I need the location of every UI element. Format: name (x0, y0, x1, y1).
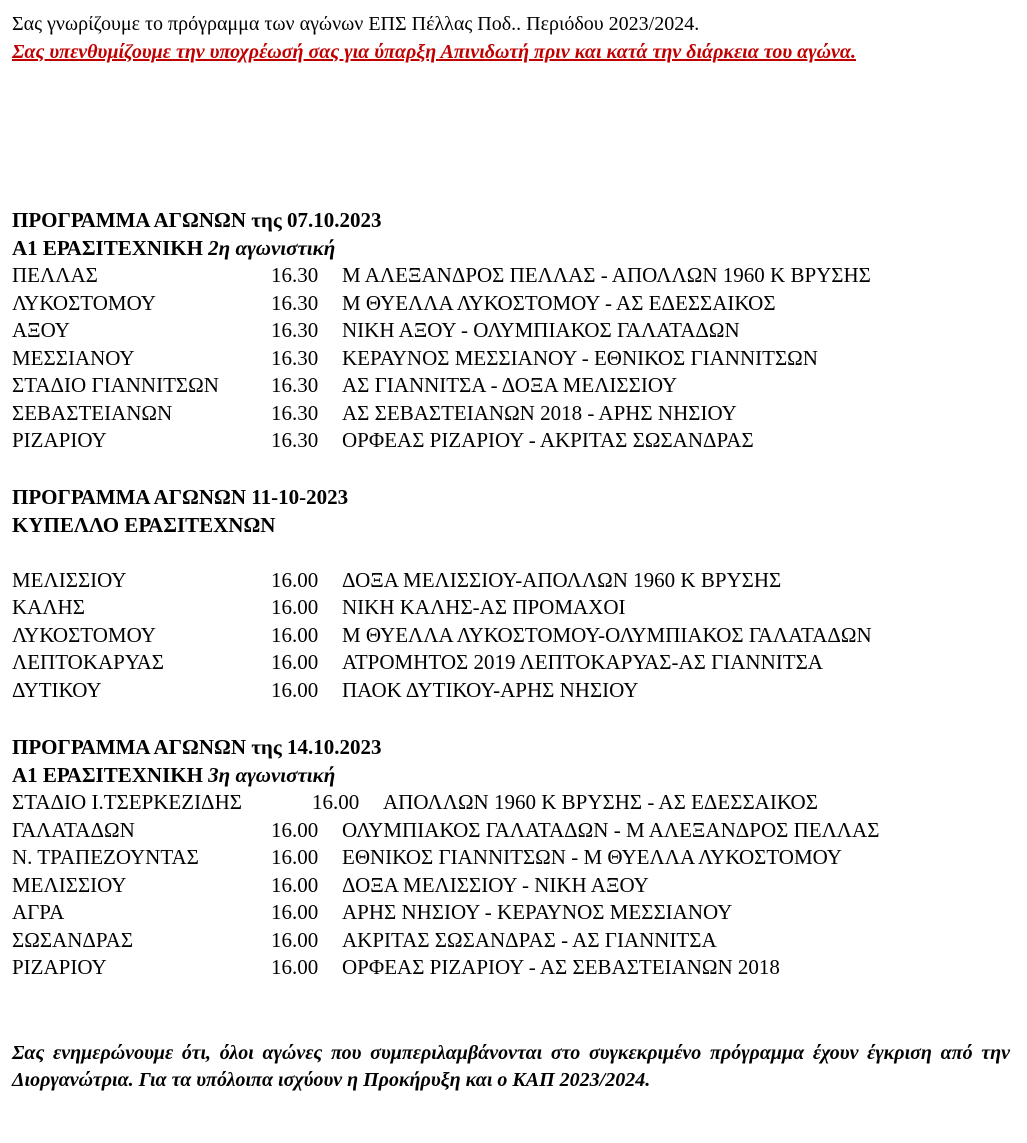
match-time: 16.30 (271, 400, 319, 425)
match-time: 16.30 (271, 318, 319, 342)
match-row (12, 372, 1017, 400)
match-teams: ΕΘΝΙΚΟΣ ΓΙΑΝΝΙΤΣΩΝ - Μ ΘΥΕΛΛΑ ΛΥΚΟΣΤΟΜΟΥ (342, 845, 842, 869)
match-teams: ΟΡΦΕΑΣ ΡΙΖΑΡΙΟΥ - ΑΚΡΙΤΑΣ ΣΩΣΑΝΔΡΑΣ (342, 428, 754, 452)
match-time: 16.00 (271, 845, 319, 869)
match-teams: ΝΙΚΗ ΑΞΟΥ - ΟΛΥΜΠΙΑΚΟΣ ΓΑΛΑΤΑΔΩΝ (342, 318, 740, 342)
match-time: 16.00 (271, 900, 319, 924)
match-venue: ΑΞΟΥ (12, 318, 70, 342)
match-venue: ΜΕΛΙΣΣΙΟΥ (12, 567, 127, 592)
section-title: ΠΡΟΓΡΑΜΜΑ ΑΓΩΝΩΝ 11-10-2023 (12, 485, 349, 509)
match-teams: ΑΚΡΙΤΑΣ ΣΩΣΑΝΔΡΑΣ - ΑΣ ΓΙΑΝΝΙΤΣΑ (342, 927, 717, 952)
match-teams: ΟΛΥΜΠΙΑΚΟΣ ΓΑΛΑΤΑΔΩΝ - Μ ΑΛΕΞΑΝΔΡΟΣ ΠΕΛΛΑΣ (342, 817, 880, 842)
match-venue: ΡΙΖΑΡΙΟΥ (12, 428, 107, 452)
match-teams: ΑΡΗΣ ΝΗΣΙΟΥ - ΚΕΡΑΥΝΟΣ ΜΕΣΣΙΑΝΟΥ (342, 900, 733, 924)
match-venue: ΣΩΣΑΝΔΡΑΣ (12, 927, 134, 952)
match-row (12, 817, 1017, 845)
intro-block (12, 10, 1012, 66)
match-teams: ΚΕΡΑΥΝΟΣ ΜΕΣΣΙΑΝΟΥ - ΕΘΝΙΚΟΣ ΓΙΑΝΝΙΤΣΩΝ (342, 345, 818, 370)
section-title: ΠΡΟΓΡΑΜΜΑ ΑΓΩΝΩΝ της 14.10.2023 (12, 735, 382, 759)
match-venue: ΣΕΒΑΣΤΕΙΑΝΩΝ (12, 400, 173, 425)
schedule-section-1 (12, 207, 1017, 455)
section-competition: Α1 ΕΡΑΣΙΤΕΧΝΙΚΗ 3η αγωνιστική (12, 762, 336, 787)
match-time: 16.30 (271, 373, 319, 397)
match-row (12, 844, 1017, 872)
section-competition: Α1 ΕΡΑΣΙΤΕΧΝΙΚΗ 2η αγωνιστική (12, 235, 336, 260)
match-teams: Μ ΘΥΕΛΛΑ ΛΥΚΟΣΤΟΜΟΥ-ΟΛΥΜΠΙΑΚΟΣ ΓΑΛΑΤΑΔΩΝ (342, 622, 872, 647)
match-venue: ΛΥΚΟΣΤΟΜΟΥ (12, 290, 156, 315)
match-time: 16.30 (271, 345, 319, 370)
match-venue: ΛΥΚΟΣΤΟΜΟΥ (12, 622, 156, 647)
match-teams: ΟΡΦΕΑΣ ΡΙΖΑΡΙΟΥ - ΑΣ ΣΕΒΑΣΤΕΙΑΝΩΝ 2018 (342, 955, 780, 979)
match-venue: ΓΑΛΑΤΑΔΩΝ (12, 817, 135, 842)
match-teams: ΑΠΟΛΛΩΝ 1960 Κ ΒΡΥΣΗΣ - ΑΣ ΕΔΕΣΣΑΙΚΟΣ (383, 790, 818, 814)
match-teams: ΑΣ ΓΙΑΝΝΙΤΣΑ - ΔΟΞΑ ΜΕΛΙΣΣΙΟΥ (342, 373, 678, 397)
match-row (12, 262, 1017, 290)
match-row (12, 899, 1017, 927)
defibrillator-warning: Σας υπενθυμίζουμε την υποχρέωσή σας για ύπαρξη Απινιδωτή πριν και κατά την διάρκεια του αγώνα. (12, 41, 856, 63)
match-row (12, 622, 1017, 650)
schedule-section-3 (12, 734, 1017, 982)
match-row (12, 954, 1017, 982)
match-venue: ΛΕΠΤΟΚΑΡΥΑΣ (12, 650, 164, 674)
match-teams: ΑΤΡΟΜΗΤΟΣ 2019 ΛΕΠΤΟΚΑΡΥΑΣ-ΑΣ ΓΙΑΝΝΙΤΣΑ (342, 650, 823, 674)
match-row (12, 677, 1017, 705)
match-teams: ΠΑΟΚ ΔΥΤΙΚΟΥ-ΑΡΗΣ ΝΗΣΙΟΥ (342, 677, 639, 702)
match-venue: ΣΤΑΔΙΟ ΓΙΑΝΝΙΤΣΩΝ (12, 373, 219, 397)
match-row (12, 872, 1017, 900)
match-row (12, 427, 1017, 455)
match-row (12, 317, 1017, 345)
match-venue: ΜΕΣΣΙΑΝΟΥ (12, 345, 135, 370)
match-teams: ΔΟΞΑ ΜΕΛΙΣΣΙΟΥ - ΝΙΚΗ ΑΞΟΥ (342, 872, 649, 897)
match-venue: ΚΑΛΗΣ (12, 595, 85, 619)
match-venue: ΡΙΖΑΡΙΟΥ (12, 955, 107, 979)
match-time: 16.00 (271, 955, 319, 979)
match-venue: ΣΤΑΔΙΟ Ι.ΤΣΕΡΚΕΖΙΔΗΣ (12, 790, 242, 814)
match-time: 16.00 (271, 595, 319, 619)
match-time: 16.30 (271, 263, 319, 287)
spacer (12, 539, 1017, 567)
match-time: 16.00 (271, 927, 319, 952)
schedule-section-2 (12, 484, 1017, 704)
match-teams: Μ ΘΥΕΛΛΑ ΛΥΚΟΣΤΟΜΟΥ - ΑΣ ΕΔΕΣΣΑΙΚΟΣ (342, 290, 776, 315)
match-venue: Ν. ΤΡΑΠΕΖΟΥΝΤΑΣ (12, 845, 199, 869)
match-time: 16.00 (271, 622, 319, 647)
match-row (12, 400, 1017, 428)
match-time: 16.00 (271, 650, 319, 674)
match-row (12, 789, 1017, 817)
intro-line: Σας γνωρίζουμε το πρόγραμμα των αγώνων ΕΠΣ Πέλλας Ποδ.. Περιόδου 2023/2024. (12, 13, 700, 35)
match-row (12, 649, 1017, 677)
match-row (12, 594, 1017, 622)
section-title: ΠΡΟΓΡΑΜΜΑ ΑΓΩΝΩΝ της 07.10.2023 (12, 208, 382, 232)
match-teams: ΝΙΚΗ ΚΑΛΗΣ-ΑΣ ΠΡΟΜΑΧΟΙ (342, 595, 626, 619)
match-venue: ΠΕΛΛΑΣ (12, 263, 98, 287)
match-time: 16.00 (271, 872, 319, 897)
match-time: 16.00 (312, 790, 360, 814)
match-time: 16.00 (271, 567, 319, 592)
approval-note: Σας ενημερώνουμε ότι, όλοι αγώνες που συμπεριλαμβάνονται στο συγκεκριμένο πρόγραμμα έχουν έγκριση από την Διοργανώτρια. Για τα υπόλοιπα ισχύουν η Προκήρυξη και ο ΚΑΠ 2023/2024. (12, 1042, 1010, 1091)
match-time: 16.30 (271, 290, 319, 315)
match-time: 16.00 (271, 677, 319, 702)
match-row (12, 927, 1017, 955)
section-competition: ΚΥΠΕΛΛΟ ΕΡΑΣΙΤΕΧΝΩΝ (12, 512, 276, 537)
match-time: 16.30 (271, 428, 319, 452)
match-venue: ΜΕΛΙΣΣΙΟΥ (12, 872, 127, 897)
match-teams: Μ ΑΛΕΞΑΝΔΡΟΣ ΠΕΛΛΑΣ - ΑΠΟΛΛΩΝ 1960 Κ ΒΡΥΣΗΣ (342, 263, 871, 287)
match-row (12, 345, 1017, 373)
match-row (12, 290, 1017, 318)
match-teams: ΔΟΞΑ ΜΕΛΙΣΣΙΟΥ-ΑΠΟΛΛΩΝ 1960 Κ ΒΡΥΣΗΣ (342, 567, 782, 592)
match-venue: ΔΥΤΙΚΟΥ (12, 677, 102, 702)
match-teams: ΑΣ ΣΕΒΑΣΤΕΙΑΝΩΝ 2018 - ΑΡΗΣ ΝΗΣΙΟΥ (342, 400, 737, 425)
match-time: 16.00 (271, 817, 319, 842)
match-row (12, 567, 1017, 595)
match-venue: ΑΓΡΑ (12, 900, 65, 924)
